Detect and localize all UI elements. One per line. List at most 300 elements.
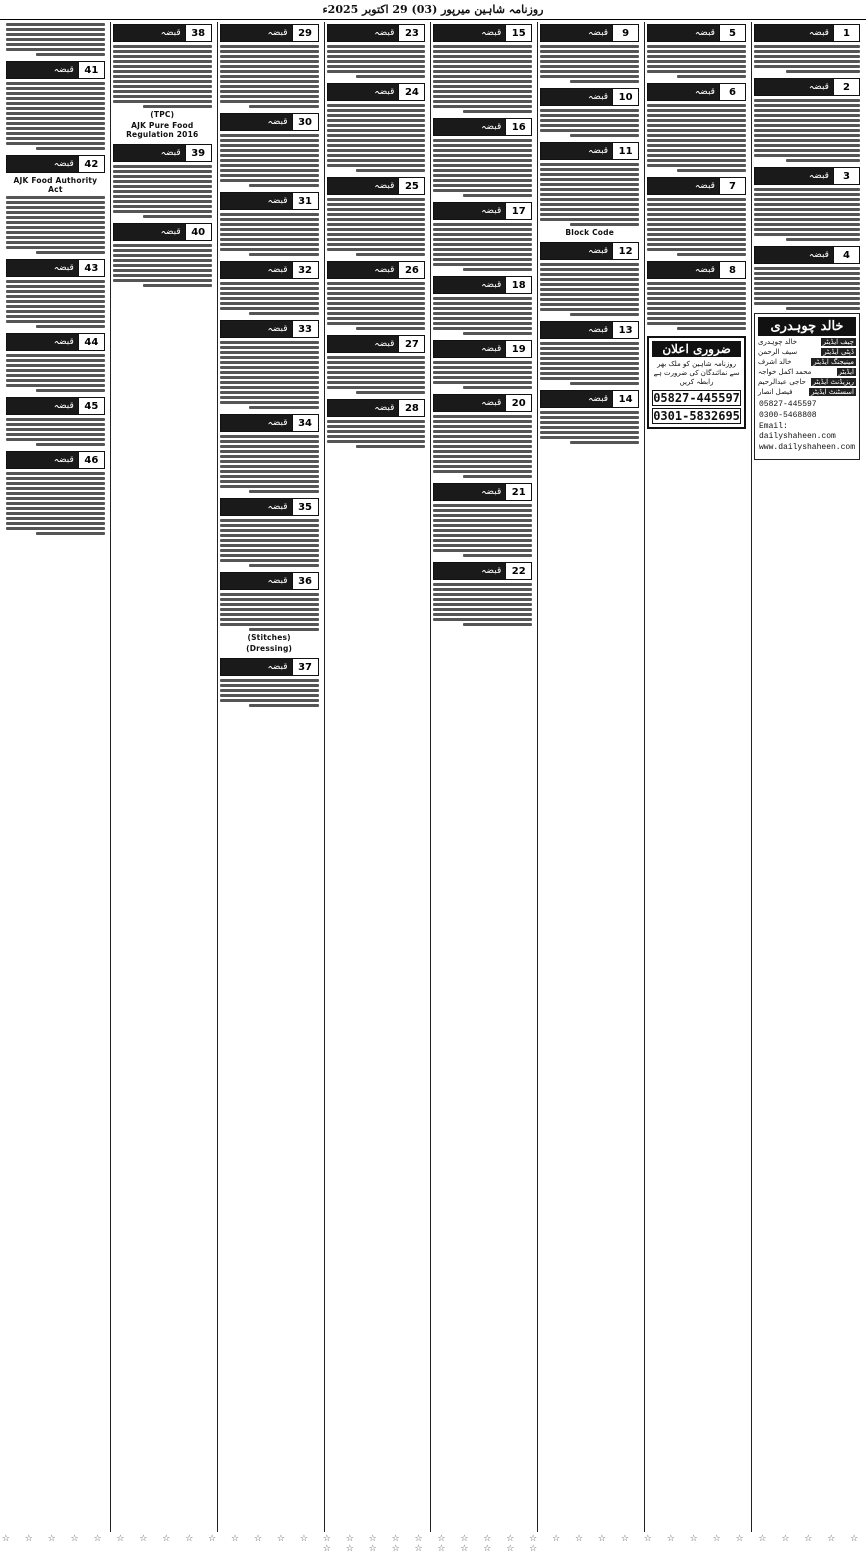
notice-item [540,319,639,386]
text-line [570,441,639,444]
notice-tag [754,246,860,264]
notice-tag [433,483,532,501]
notice-tag [6,155,105,173]
notice-tag [433,202,532,220]
notice-body [220,212,319,257]
text-line [220,134,319,137]
notice-item [6,22,105,57]
text-line [540,263,639,266]
text-line [6,231,105,234]
text-line [754,99,860,102]
text-line [433,297,532,300]
text-line [220,694,319,697]
text-line [540,50,639,53]
text-line [327,154,426,157]
text-line [647,208,746,211]
notice-body [220,592,319,632]
notice-tag-label: قبضہ [434,563,505,579]
text-line [647,124,746,127]
notice-tag-label: قبضہ [328,336,399,352]
text-line [327,203,426,206]
text-line [327,218,426,221]
text-line [540,288,639,291]
notice-body [220,281,319,316]
notice-number: 15 [505,25,531,41]
notice-tag [540,390,639,408]
text-line [433,529,532,532]
text-line [433,55,532,58]
notice-number: 11 [612,143,638,159]
notice-tag [540,88,639,106]
text-line [220,95,319,98]
text-line [6,305,105,308]
text-line [433,322,532,325]
notice-number: 26 [398,262,424,278]
text-line [113,254,212,257]
text-line [249,628,318,631]
text-line [6,315,105,318]
notice-body [540,108,639,138]
notice-number: 32 [292,262,318,278]
text-line [647,65,746,68]
notice-tag-label: قبضہ [434,484,505,500]
text-line [6,320,105,323]
text-line [433,366,532,369]
stitches-text: (Stitches) [247,633,291,642]
notice-item [327,397,426,449]
text-line [220,218,319,221]
text-line [754,104,860,107]
text-line [433,302,532,305]
notice-tag-label: قبضہ [221,499,292,515]
text-line [647,297,746,300]
notice-number: 13 [612,322,638,338]
text-line [113,45,212,48]
announcement-phone[interactable]: 05827-445597 [653,391,740,406]
text-line [647,139,746,142]
text-line [220,60,319,63]
text-line [220,684,319,687]
notice-tag-label: قبضہ [7,334,78,350]
text-line [220,679,319,682]
text-line [220,435,319,438]
text-line [540,352,639,355]
contact-phone: 05827-445597 [758,400,817,409]
text-line [113,195,212,198]
text-line [433,420,532,423]
text-line [433,105,532,108]
notice-tag [220,498,319,516]
text-line [433,544,532,547]
notice-body [754,187,860,242]
text-line [220,356,319,359]
important-announcement [647,336,746,429]
text-line [433,50,532,53]
text-line [220,159,319,162]
ajk-pure-food-text: AJK Pure Food Regulation 2016 [126,121,199,139]
text-line [327,114,426,117]
text-line [433,159,532,162]
notice-body [433,296,532,336]
notice-number: 19 [505,341,531,357]
text-line [540,421,639,424]
text-line [540,303,639,306]
notice-item [6,449,105,536]
notice-item [540,240,639,317]
notice-number: 34 [292,415,318,431]
text-line [540,293,639,296]
text-line [6,28,105,31]
notice-tag-label: قبضہ [434,119,505,135]
text-line [249,490,318,493]
notice-body [433,360,532,390]
text-line [327,228,426,231]
text-line [647,292,746,295]
text-line [327,282,426,285]
text-line [754,292,860,295]
notice-body [647,281,746,331]
text-line [754,223,860,226]
text-line [433,248,532,251]
text-line [433,430,532,433]
notice-item [540,86,639,138]
notice-tag [113,223,212,241]
text-line [647,109,746,112]
text-line [647,312,746,315]
notice-item [220,111,319,188]
text-line [220,346,319,349]
text-line [113,200,212,203]
notice-number: 17 [505,203,531,219]
contact-website[interactable]: www.dailyshaheen.com [758,443,855,453]
notice-tag [754,24,860,42]
text-line [433,603,532,606]
text-line [754,193,860,196]
text-line [327,134,426,137]
notice-tag [433,276,532,294]
text-line [327,65,426,68]
notice-item [6,257,105,329]
text-line [540,198,639,201]
notice-number: 41 [78,62,104,78]
text-line [754,218,860,221]
notice-item [433,22,532,114]
text-line [249,312,318,315]
text-line [754,277,860,280]
text-line [220,50,319,53]
notice-body [113,243,212,288]
text-line [754,272,860,275]
text-line [433,80,532,83]
text-line [433,381,532,384]
notice-item [647,175,746,257]
text-line [6,359,105,362]
text-line [220,465,319,468]
notice-tag-label: قبضہ [328,178,399,194]
text-line [647,164,746,167]
text-line [36,147,105,150]
text-line [113,244,212,247]
text-line [6,280,105,283]
text-line [220,593,319,596]
block-code-text: Block Code [565,228,614,237]
notice-item [433,200,532,272]
notice-body [220,133,319,188]
notice-body [220,678,319,708]
text-line [647,243,746,246]
notice-item [220,496,319,568]
text-line [327,440,426,443]
notice-tag [220,658,319,676]
text-line [356,391,425,394]
text-line [6,384,105,387]
text-line [433,539,532,542]
notice-tag [540,321,639,339]
text-line [647,70,746,73]
text-line [249,564,318,567]
text-line [754,109,860,112]
text-line [6,300,105,303]
text-line [6,354,105,357]
notice-tag-label: قبضہ [755,25,833,41]
text-line [6,211,105,214]
notice-item [647,259,746,331]
notice-number: 12 [612,243,638,259]
notice-number: 29 [292,25,318,41]
text-line [220,549,319,552]
notice-item [220,412,319,494]
text-line [433,514,532,517]
notice-tag [220,320,319,338]
notice-tag-label: قبضہ [434,395,505,411]
notice-tag [433,340,532,358]
text-line [220,371,319,374]
notice-tag-label: قبضہ [328,400,399,416]
notice-item [327,175,426,257]
text-line [433,524,532,527]
text-line [570,313,639,316]
text-line [327,292,426,295]
text-line [540,124,639,127]
text-line [220,689,319,692]
contact-email[interactable]: Email: dailyshaheen.com [758,421,836,442]
notice-tag [220,414,319,432]
text-line [6,43,105,46]
notice-body [433,582,532,627]
notice-tag [327,335,426,353]
text-line [433,549,532,552]
text-line [6,512,105,515]
notice-body [540,162,639,227]
text-line [540,188,639,191]
text-line [786,70,860,73]
text-line [433,90,532,93]
text-line [220,361,319,364]
column-8 [4,22,107,1532]
text-line [647,282,746,285]
text-line [220,485,319,488]
text-line [570,223,639,226]
notice-tag [220,261,319,279]
notice-tag-label: قبضہ [328,25,399,41]
text-line [433,504,532,507]
text-line [647,104,746,107]
text-line [647,317,746,320]
text-line [220,445,319,448]
text-line [754,228,860,231]
text-line [433,376,532,379]
notice-body [6,471,105,536]
text-line [220,351,319,354]
notice-item [327,333,426,395]
text-line [220,460,319,463]
text-line [433,598,532,601]
text-line [754,124,860,127]
text-line [220,366,319,369]
text-line [754,149,860,152]
notice-item [540,22,639,84]
text-line [754,208,860,211]
text-line [433,85,532,88]
text-line [433,149,532,152]
text-line [220,450,319,453]
text-line [754,129,860,132]
text-line [220,455,319,458]
text-line [540,70,639,73]
text-line [433,445,532,448]
text-line [220,623,319,626]
text-line [220,169,319,172]
text-line [6,132,105,135]
text-line [327,208,426,211]
text-line [647,159,746,162]
text-line [113,80,212,83]
text-line [113,175,212,178]
notice-body [327,103,426,173]
text-line [6,226,105,229]
text-line [220,376,319,379]
notice-number: 21 [505,484,531,500]
text-line [6,522,105,525]
text-line [433,223,532,226]
notice-item [540,388,639,445]
notice-tag-label: قبضہ [221,114,292,130]
text-line [6,507,105,510]
contact-block [758,398,856,456]
text-line [754,134,860,137]
text-line [6,23,105,26]
masthead-row: ریزیڈنٹ ایڈیٹر حاجی عبدالرحیم [757,378,854,386]
text-line [540,218,639,221]
text-line [327,149,426,152]
text-line [754,198,860,201]
text-line [463,110,532,113]
notice-tag-label: قبضہ [434,25,505,41]
text-line [356,327,425,330]
text-line [6,418,105,421]
column-1 [751,22,862,1532]
text-line [6,48,105,51]
announcement-phone[interactable]: 0301-5832695 [653,409,740,424]
text-line [327,248,426,251]
text-line [220,391,319,394]
text-line [6,82,105,85]
text-line [433,228,532,231]
notice-tag-label: قبضہ [221,321,292,337]
notice-tag [220,192,319,210]
text-line [540,75,639,78]
text-line [433,519,532,522]
text-line [220,598,319,601]
text-line [327,430,426,433]
notice-tag [6,259,105,277]
text-line [540,168,639,171]
text-line [6,102,105,105]
text-line [433,253,532,256]
text-line [6,477,105,480]
text-line [754,114,860,117]
text-line [754,139,860,142]
text-line [647,302,746,305]
text-line [433,613,532,616]
notice-tag [220,572,319,590]
text-line [540,278,639,281]
notice-body [540,410,639,445]
notice-item [220,656,319,708]
text-line [327,302,426,305]
text-line [220,302,319,305]
notice-number: 18 [505,277,531,293]
notice-tag [754,167,860,185]
text-line [647,228,746,231]
notice-number: 45 [78,398,104,414]
notice-item [433,116,532,198]
text-line [754,267,860,270]
text-line [754,188,860,191]
text-line [327,109,426,112]
notice-tag [433,394,532,412]
text-line [220,608,319,611]
text-line [6,502,105,505]
notice-item [220,259,319,316]
text-line [36,53,105,56]
text-line [754,233,860,236]
text-line [143,215,212,218]
text-line [647,154,746,157]
notice-body [6,22,105,57]
notice-item [113,22,212,140]
text-line [6,196,105,199]
text-line [113,75,212,78]
text-line [36,251,105,254]
text-line [433,263,532,266]
text-line [6,379,105,382]
text-line [540,114,639,117]
text-line [463,268,532,271]
text-line [36,443,105,446]
text-line [6,92,105,95]
notice-number: 16 [505,119,531,135]
text-line [113,180,212,183]
text-line [754,154,860,157]
text-line [540,60,639,63]
text-line [220,248,319,251]
text-line [327,238,426,241]
text-line [113,185,212,188]
text-line [143,105,212,108]
notice-number: 36 [292,573,318,589]
text-line [754,297,860,300]
